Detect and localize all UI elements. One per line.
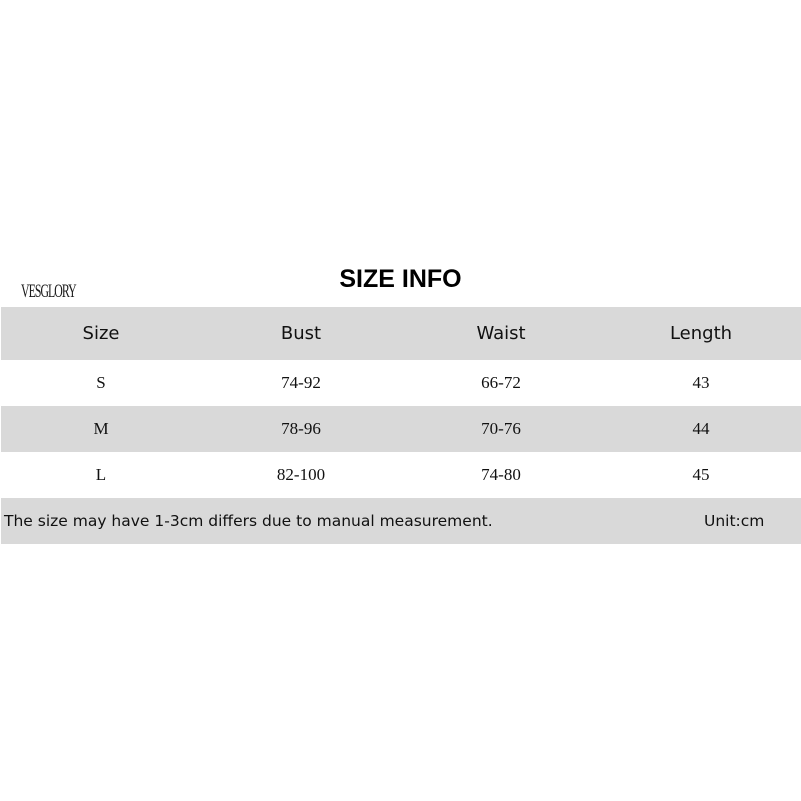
header-size: Size [82, 323, 120, 344]
cell-waist: 66-72 [481, 373, 521, 392]
brand-logo: VESGLORY [21, 281, 76, 302]
cell-bust: 74-92 [281, 373, 321, 392]
table-footer-row [1, 498, 801, 544]
cell-waist: 70-76 [481, 419, 521, 438]
cell-size: M [93, 419, 109, 438]
cell-length: 43 [692, 373, 710, 392]
cell-size: L [95, 465, 107, 484]
table-header-row [1, 307, 801, 360]
header-length: Length [669, 323, 733, 344]
cell-bust: 82-100 [276, 465, 326, 484]
cell-bust: 78-96 [281, 419, 321, 438]
page-title: SIZE INFO [339, 265, 462, 293]
cell-length: 45 [692, 465, 710, 484]
cell-size: S [96, 373, 106, 392]
cell-length: 44 [692, 419, 710, 438]
size-table [1, 307, 801, 544]
table-row [1, 360, 801, 406]
header-waist: Waist [476, 323, 526, 344]
table-row [1, 452, 801, 498]
unit-label: Unit:cm [704, 512, 765, 530]
header-bust: Bust [280, 323, 322, 344]
cell-waist: 74-80 [481, 465, 521, 484]
table-row [1, 406, 801, 452]
measurement-note: The size may have 1-3cm differs due to manual measurement. [4, 512, 493, 530]
